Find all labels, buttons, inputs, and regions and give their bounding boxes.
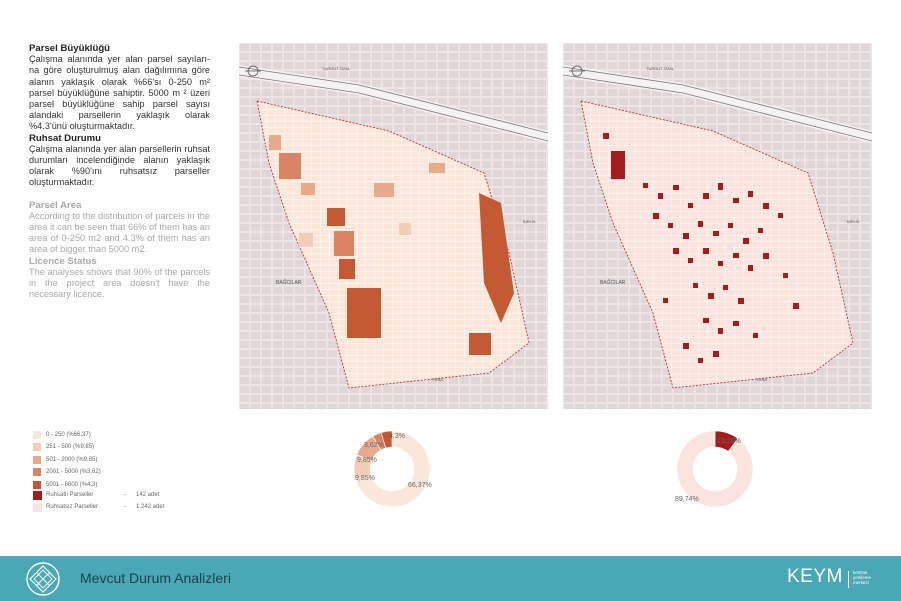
donut-data-label: 4,3% [389,433,405,440]
area-donut-chart [350,425,434,513]
tr-licence-body: Çalışma alanında yer alan parsellerin ruhsat durumları incelendiğinde alanın yaklaşık olarak %90'ını ruhsatsız parseller oluşturmaktadır. [29,143,210,188]
legend-label: 5001 - 8000 (%4,3) [46,481,98,488]
area-legend [33,429,101,492]
brand-logo: KEYM [787,566,843,587]
map-label-north: TURGUT ÖZAL [646,66,675,71]
donut-data-label: 10,26% [717,438,741,445]
legend-label: 251 - 500 (%9,85) [46,444,95,451]
en-licence-body: The analyses shows that 90% of the parcels in the project area doesn't have the necessary licence. [29,266,210,300]
tr-licence-title: Ruhsat Durumu [29,132,101,144]
legend-label: Ruhsatlı Parseller [46,492,94,498]
licence-legend [33,489,164,513]
brand-divider [848,571,849,588]
legend-separator: - [124,492,126,498]
legend-item [33,442,101,453]
licence-donut-chart [673,425,757,513]
legend-swatch [33,456,41,464]
legend-swatch [33,431,41,439]
legend-count: 142 adet [136,492,160,498]
legend-label: 0 - 250 (%66,37) [46,431,91,438]
donut-data-label: 66,37% [408,482,432,489]
legend-swatch [33,481,41,489]
map-label-south: TUNA [432,377,443,382]
map-label-west: BAĞCILAR [276,280,302,286]
donut-data-label: 3,62% [364,442,384,449]
en-area-body: According to the distribution of parcels in the area it can be seen that 66% of them has an area of 0-250 m2 and 4.3% of them has an area of bigger than 5000 m2. [29,210,210,255]
page-title: Mevcut Durum Analizleri [80,570,231,586]
legend-count: 1.242 adet [136,504,165,510]
legend-item [33,489,164,501]
legend-swatch [33,443,41,451]
en-licence-title: Licence Status [29,255,97,267]
legend-item [33,454,101,465]
map-label-south: TUNA [756,377,767,382]
legend-item [33,429,101,440]
legend-swatch [33,491,42,500]
legend-label: Ruhsatsız Parseller [46,504,99,510]
brand-tagline: kentsel yenileme merkezi [853,570,872,585]
tr-area-body: Çalışma alanında yer alan parsel sayıları- na göre oluşturulmuş alan dağılımına göre alanın yaklaşık olarak %66'sı 0-250 m² parsel büyüklüğüne sahiptir. 5000 m ² üzeri parsel büyüklüğüne sahip parsel sayısı alandaki parsellerin yaklaşık olarak %4.3'ünü oluşturmaktadır. [29,54,210,132]
map-label-east: BİRLİK [523,219,536,224]
map-label-east: BİRLİK [847,219,860,224]
donut-data-label: 9,85% [357,457,377,464]
description-column [29,43,210,300]
tr-area-title: Parsel Büyüklüğü [29,43,111,54]
legend-item [33,501,164,513]
legend-item [33,467,101,478]
en-area-title: Parsel Area [29,199,82,211]
parcel-area-map [239,43,548,409]
legend-separator: - [124,504,126,510]
licence-status-map [563,43,872,409]
legend-label: 2001 - 5000 (%3,62) [46,469,101,476]
legend-label: 501 - 2000 (%9,85) [46,456,98,463]
legend-swatch [33,468,41,476]
donut-data-label: 89,74% [675,496,699,503]
legend-swatch [33,503,42,512]
donut-data-label: 9,85% [355,475,375,482]
map-label-west: BAĞCILAR [600,280,626,286]
footer-bar [0,556,901,601]
map-label-north: TURGUT ÖZAL [322,66,351,71]
pattern-logo-icon [26,562,60,596]
